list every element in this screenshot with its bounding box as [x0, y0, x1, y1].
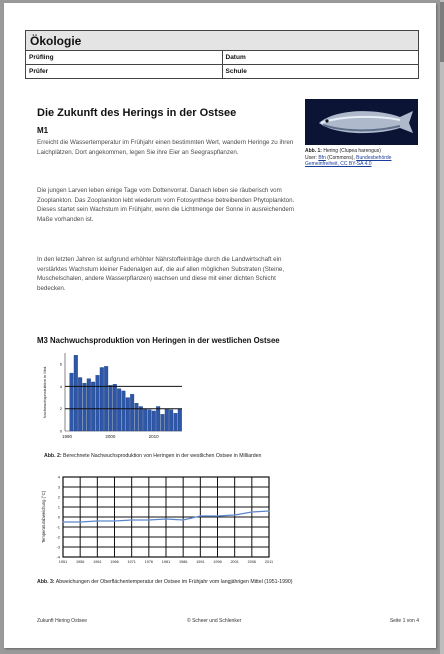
y-tick-label: -4 [56, 554, 60, 560]
x-tick-label: 2001 [230, 560, 239, 564]
y-tick-label: 0 [59, 428, 62, 434]
temperature-point [131, 519, 133, 521]
footer-center: © Scheer und Schlenker [187, 618, 242, 624]
figure3-caption [37, 579, 357, 586]
x-tick-label: 1991 [196, 560, 205, 564]
bar-2006 [135, 403, 139, 431]
scrollbar-thumb[interactable] [440, 2, 444, 62]
bar-1997 [96, 375, 100, 431]
y-tick-label: 3 [57, 484, 60, 490]
bar-1993 [78, 378, 82, 431]
y-tick-label: -3 [56, 544, 60, 550]
bar-2010 [152, 411, 156, 431]
bar-2008 [143, 409, 147, 431]
bar-2001 [113, 384, 117, 431]
y-axis-label: Nachwuchsproduktion in Mrd. [42, 365, 47, 419]
temperature-point [234, 514, 236, 516]
temperature-point [217, 515, 219, 517]
y-tick-label: 4 [57, 474, 60, 480]
x-tick-label: 2006 [247, 560, 257, 564]
x-tick-label: 2000 [105, 434, 116, 439]
section-m1-label: M1 [37, 126, 49, 135]
temperature-point [251, 511, 253, 513]
bar-2015 [174, 413, 178, 431]
y-tick-label: 1 [57, 504, 60, 510]
datum-field[interactable]: Datum [222, 51, 419, 65]
x-tick-label: 1951 [58, 560, 68, 564]
license-authority-link[interactable]: Bundesbehörde [356, 154, 392, 161]
bar-1994 [83, 383, 87, 431]
herring-photo [305, 99, 418, 145]
bar-2007 [139, 406, 143, 431]
x-tick-label: 1986 [178, 560, 188, 564]
section-m3-heading: M3 Nachwuchsproduktion von Heringen in der westlichen Ostsee [37, 336, 280, 345]
figure2-text: Berechnete Nachwuchsproduktion von Heringen in der westlichen Ostsee in Milliarden [63, 453, 262, 459]
figure2-label: Abb. 2: [44, 453, 62, 459]
license-cc-link[interactable]: Gemeinfreiheit, CC BY-SA 4.0 [305, 161, 372, 167]
temperature-point [148, 519, 150, 521]
footer-left: Zukunft Hering Ostsee [37, 618, 88, 624]
paragraph-3: In den letzten Jahren ist aufgrund erhöhter Nährstoffeinträge durch die Landwirtschaft ein verstärktes Wachstum kleiner Fadenalgen auf, die auf allen möglichen Substraten (Steine, Muschelschalen, andere Wasserpflanzen) wachsen und diese mit einer dichten Schicht bedecken. [37, 256, 285, 292]
y-tick-label: 0 [57, 514, 60, 520]
temperature-deviation-chart [37, 471, 277, 573]
document-page [4, 3, 436, 648]
license-prefix: User: [305, 154, 317, 161]
bar-2014 [169, 410, 173, 431]
bar-1992 [74, 355, 78, 431]
temperature-point [97, 520, 99, 522]
bar-2000 [109, 385, 113, 431]
subject-title: Ökologie [26, 31, 419, 51]
x-tick-label: 2011 [264, 560, 274, 564]
y-tick-label: 6 [59, 361, 62, 367]
temperature-point [182, 519, 184, 521]
header-table [25, 30, 419, 79]
photo-caption [305, 148, 430, 168]
x-tick-label: 2010 [148, 434, 159, 439]
y-tick-label: 2 [57, 494, 60, 500]
temperature-point [114, 520, 116, 522]
bar-2013 [165, 409, 169, 431]
bar-1999 [104, 366, 108, 431]
x-tick-label: 1976 [144, 560, 154, 564]
figure3-text: Abweichungen der Oberflächentemperatur der Ostsee im Frühjahr vom langjährigen Mittel (1951-1990) [55, 579, 293, 585]
x-tick-label: 1961 [93, 560, 102, 564]
herring-recruitment-chart [37, 349, 187, 449]
schule-field[interactable]: Schule [222, 65, 419, 79]
y-axis-label: Temperaturabweichung (°C) [41, 490, 46, 544]
y-tick-label: 4 [59, 383, 62, 389]
bar-2016 [178, 409, 182, 431]
figure2-caption [44, 453, 261, 459]
y-tick-label: -2 [56, 534, 60, 540]
bar-1998 [100, 367, 104, 431]
x-tick-label: 1981 [161, 560, 171, 564]
bar-2003 [122, 391, 126, 431]
temperature-point [165, 518, 167, 520]
bar-2002 [117, 389, 121, 431]
x-tick-label: 1971 [127, 560, 136, 564]
photo-caption-label: Abb. 1: [305, 148, 322, 154]
x-tick-label: 1996 [213, 560, 222, 564]
bar-1991 [70, 373, 74, 431]
paragraph-1: Erreicht die Wassertemperatur im Frühjahr einen bestimmten Wert, wandern Heringe zu ihren Laichplätzen. Dort angekommen, legen Sie ihre Eier an Seegraspflanzen. [37, 139, 294, 156]
temperature-point [268, 510, 270, 512]
license-mid: (Commons), [327, 154, 355, 161]
temperature-point [79, 521, 81, 523]
bar-2009 [148, 410, 152, 431]
temperature-point [62, 521, 64, 523]
photo-caption-text: Hering (Clupea harengus) [323, 148, 381, 154]
x-tick-label: 1990 [61, 434, 73, 439]
scrollbar[interactable] [440, 0, 444, 654]
x-tick-label: 1966 [110, 560, 119, 564]
x-tick-label: 1956 [75, 560, 85, 564]
bar-2011 [156, 406, 160, 431]
bar-2005 [130, 394, 134, 431]
pruefer-field[interactable]: Prüfer [26, 65, 223, 79]
pruefling-field[interactable]: Prüfling [26, 51, 223, 65]
paragraph-2: Die jungen Larven leben einige Tage vom Dottenvorrat. Danach leben sie räuberisch vom Zooplankton. Das Zooplankton lebt wiederum vom Fotosynthese betreibenden Phytoplankton. Dieses startet sein Wachstum im Frühjahr, wenn die Lichtmenge der Sonne in ausreichendem Maße vorhanden ist. [37, 187, 295, 223]
figure3-label: Abb. 3: [37, 579, 55, 585]
bar-1996 [91, 382, 95, 431]
footer-page-number: Seite 1 von 4 [389, 618, 419, 624]
y-tick-label: -1 [56, 524, 60, 530]
temperature-point [200, 515, 202, 517]
bar-2004 [126, 398, 130, 431]
license-user-link[interactable]: Bfn [318, 154, 326, 161]
article-title: Die Zukunft des Herings in der Ostsee [37, 107, 237, 119]
y-tick-label: 2 [59, 406, 62, 412]
bar-2012 [161, 414, 165, 431]
